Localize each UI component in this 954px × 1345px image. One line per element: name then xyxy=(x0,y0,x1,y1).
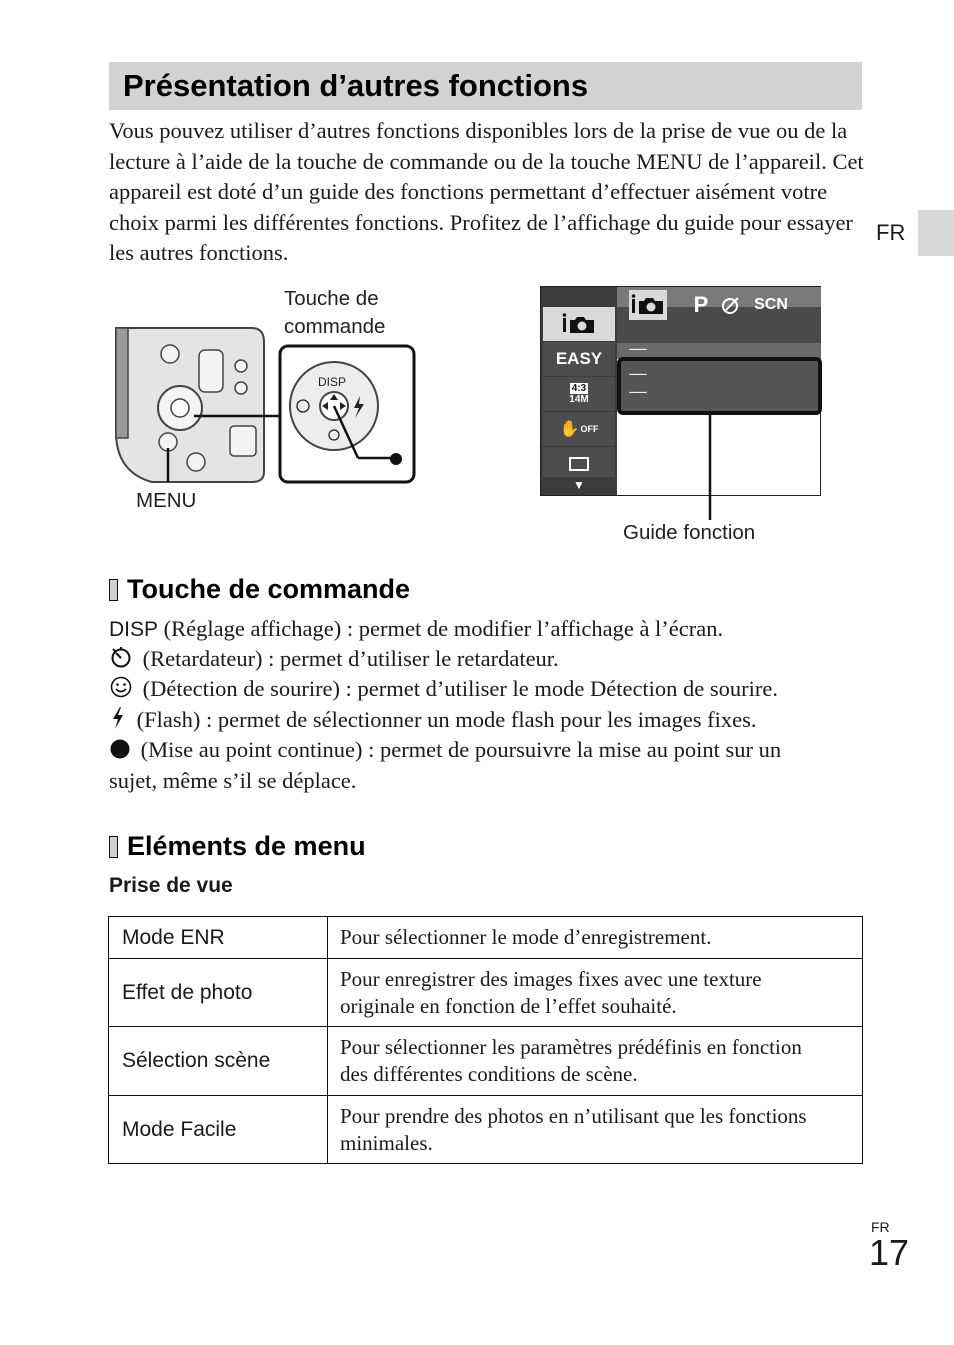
menu-item-display[interactable] xyxy=(543,447,615,481)
description-line: originale en fonction de l’effet souhaité. xyxy=(340,993,677,1018)
control-item-smile xyxy=(109,674,778,704)
screen-band-dashes: ------- xyxy=(629,344,647,354)
camera-auto-icon xyxy=(562,313,596,335)
mode-picture-effect[interactable] xyxy=(719,290,743,320)
off-label: OFF xyxy=(580,424,599,434)
row-description xyxy=(328,1027,863,1096)
filled-circle-icon xyxy=(109,738,131,760)
control-item-focus xyxy=(109,735,781,765)
section-title-bar xyxy=(109,62,862,110)
row-name: Effet de photo xyxy=(109,959,328,1027)
menu-item-image-size[interactable] xyxy=(543,377,615,411)
section-marker-icon xyxy=(109,836,118,858)
mode-program[interactable]: P xyxy=(693,292,709,317)
row-name: Mode ENR xyxy=(109,917,328,959)
scroll-down-icon[interactable]: ▼ xyxy=(543,477,615,493)
description-line: minimales. xyxy=(340,1130,433,1155)
function-guide-box xyxy=(617,357,822,415)
timer-description: (Retardateur) : permet d’utiliser le retardateur. xyxy=(137,646,559,671)
description-line: Pour prendre des photos en n’utilisant que les fonctions xyxy=(340,1103,807,1128)
zoom-lever-icon xyxy=(199,350,223,392)
table-row xyxy=(109,1027,863,1096)
row-name: Mode Facile xyxy=(109,1096,328,1164)
mode-scene[interactable]: SCN xyxy=(754,296,788,313)
aspect-label: 4:3 xyxy=(571,383,587,394)
row-description xyxy=(328,1096,863,1164)
section-title-control: Touche de commande xyxy=(127,574,411,604)
row-description xyxy=(328,917,863,959)
intro-paragraph: Vous pouvez utiliser d’autres fonctions disponibles lors de la prise de vue ou de la lecture à l’aide de la touche de commande ou de la touche MENU de l’appareil. Cet appareil est doté d’un guide des fonctions permettant d’effectuer aisément votre choix parmi les différentes fonctions. Profitez de l’affichage du guide pour essayer les autres fonctions. xyxy=(109,118,864,265)
section-heading-control xyxy=(109,574,410,605)
guide-dashes-1: ------- xyxy=(629,369,647,379)
focus-description: (Mise au point continue) : permet de poursuivre la mise au point sur un xyxy=(135,737,782,762)
section-marker-icon xyxy=(109,579,118,601)
screen-edge xyxy=(116,328,128,438)
frame-icon xyxy=(569,457,589,471)
language-tab-label: FR xyxy=(876,220,906,245)
control-item-flash xyxy=(109,705,756,735)
flash-description: (Flash) : permet de sélectionner un mode flash pour les images fixes. xyxy=(131,707,757,732)
page-number: 17 xyxy=(869,1232,910,1273)
center-dot-icon xyxy=(390,453,402,465)
row-name: Sélection scène xyxy=(109,1027,328,1096)
guide-leader-line xyxy=(700,412,720,522)
mode-intelligent-auto[interactable] xyxy=(629,290,667,320)
description-line: Pour sélectionner les paramètres prédéfinis en fonction xyxy=(340,1035,802,1059)
table-row xyxy=(109,959,863,1027)
disp-label: DISP xyxy=(109,618,159,641)
dial-disp-label: DISP xyxy=(318,375,347,389)
table-row xyxy=(109,1096,863,1164)
menu-item-easy[interactable]: EASY xyxy=(543,342,615,376)
disp-description: (Réglage affichage) : permet de modifier l’affichage à l’écran. xyxy=(158,616,724,641)
size-label: 14M xyxy=(569,394,589,405)
menu-item-steadyshot[interactable] xyxy=(543,412,615,446)
guide-dashes-2: ------- xyxy=(629,387,647,397)
control-item-disp xyxy=(109,614,723,645)
row-description xyxy=(328,959,863,1027)
function-guide-screen xyxy=(540,286,821,496)
page-title: Présentation d’autres fonctions xyxy=(123,68,589,103)
menu-item-intelligent-auto[interactable] xyxy=(543,307,615,341)
smile-description: (Détection de sourire) : permet d’utiliser le mode Détection de sourire. xyxy=(137,676,779,701)
hand-icon: ✋ xyxy=(559,421,580,438)
section-heading-menu xyxy=(109,831,366,862)
label-control-line2: commande xyxy=(284,315,386,338)
label-menu: MENU xyxy=(136,489,197,512)
control-item-timer xyxy=(109,644,559,674)
self-timer-icon xyxy=(109,645,133,669)
table-row xyxy=(109,917,863,959)
picture-effect-icon xyxy=(720,294,742,316)
description-line: des différentes conditions de scène. xyxy=(340,1062,638,1086)
label-control-line1: Touche de xyxy=(284,287,379,310)
control-item-focus-cont: sujet, même s’il se déplace. xyxy=(109,768,357,793)
language-tab xyxy=(918,210,954,256)
flash-icon xyxy=(109,706,127,730)
description-line: Pour enregistrer des images fixes avec une texture xyxy=(340,966,762,991)
menu-items-table xyxy=(108,916,863,1164)
camera-illustration xyxy=(112,322,422,492)
label-guide-function: Guide fonction xyxy=(623,521,756,544)
description-line: Pour sélectionner le mode d’enregistrement. xyxy=(340,925,712,949)
footer-language: FR xyxy=(871,1219,890,1235)
subheading-shooting: Prise de vue xyxy=(109,874,233,897)
section-title-menu: Eléments de menu xyxy=(127,831,366,861)
top-button-icon xyxy=(161,345,179,363)
smile-icon xyxy=(109,675,133,699)
camera-auto-icon xyxy=(631,294,665,316)
